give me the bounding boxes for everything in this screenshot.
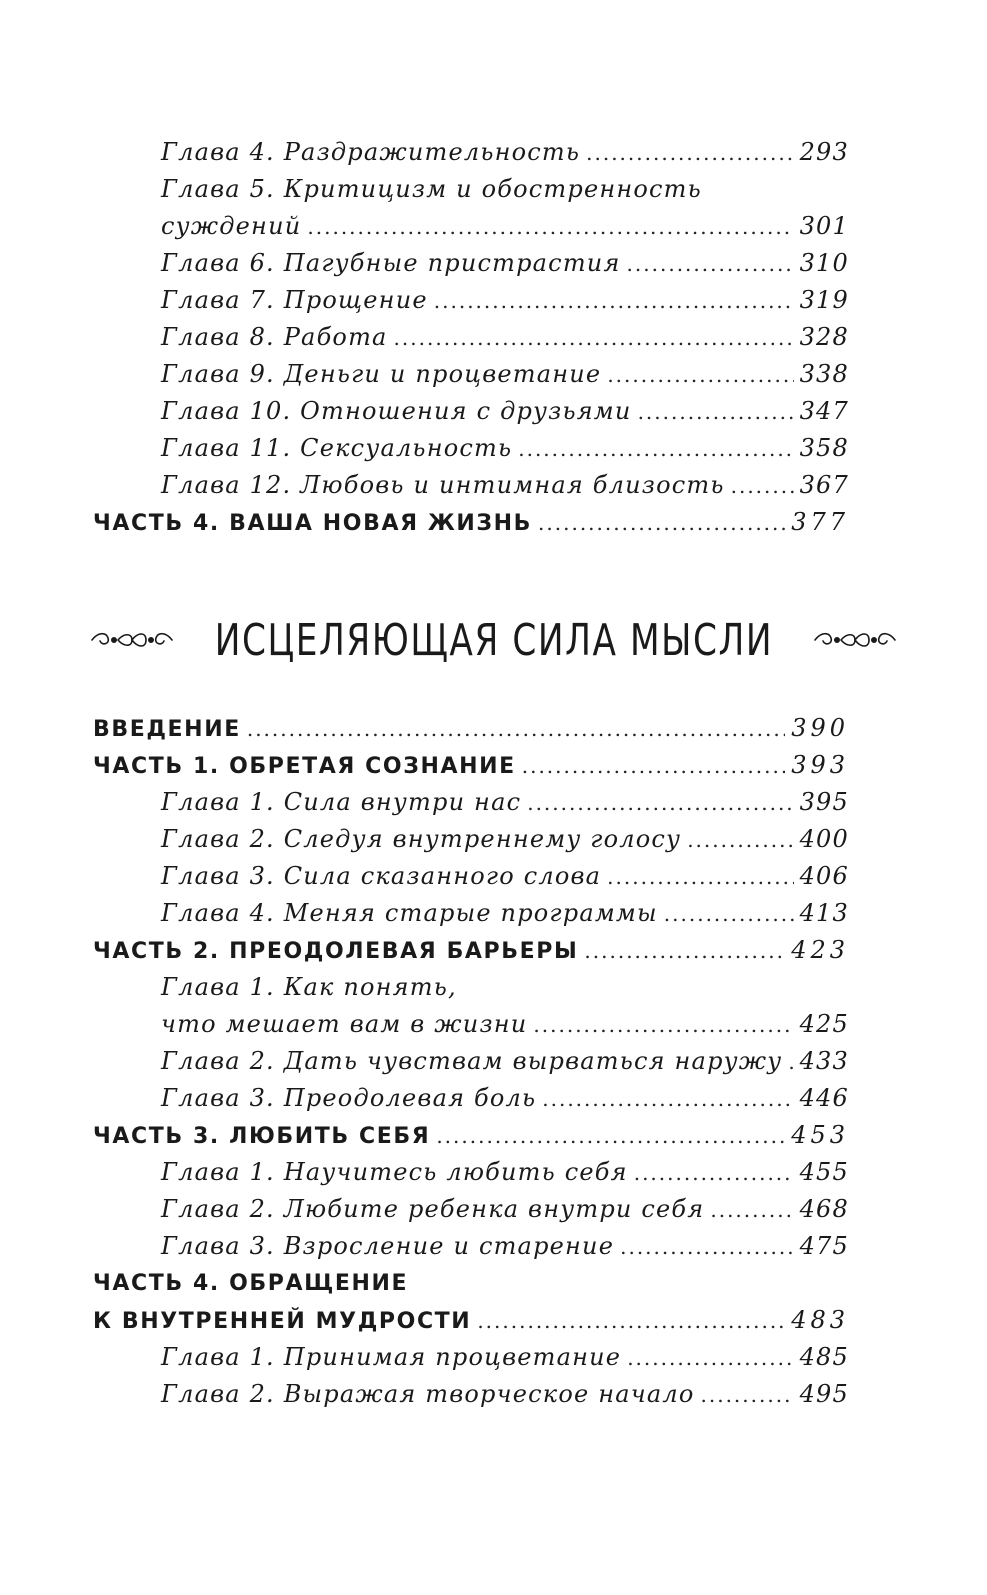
page-number: 485 xyxy=(799,1343,849,1371)
toc-chapter-row xyxy=(93,1006,849,1043)
page-number: 319 xyxy=(799,286,849,314)
dot-leader xyxy=(434,283,794,320)
section-title: ИСЦЕЛЯЮЩАЯ СИЛА МЫСЛИ xyxy=(214,614,773,666)
dot-leader xyxy=(607,859,793,896)
dot-leader xyxy=(394,320,794,357)
part-title: ВВЕДЕНИЕ xyxy=(93,717,241,742)
chapter-title: Глава 2. Дать чувствам вырваться наружу xyxy=(161,1047,783,1075)
page-number: 301 xyxy=(799,212,849,240)
toc-part-row xyxy=(93,747,849,784)
toc-chapter-row xyxy=(93,895,849,932)
section-heading xyxy=(0,600,987,680)
page-number: 453 xyxy=(791,1121,849,1149)
chapter-title: Глава 11. Сексуальность xyxy=(161,434,513,462)
page-number: 393 xyxy=(791,751,849,779)
page-number: 377 xyxy=(791,508,849,536)
part-title: ЧАСТЬ 3. ЛЮБИТЬ СЕБЯ xyxy=(93,1124,431,1149)
toc-bottom xyxy=(93,710,849,1413)
toc-top xyxy=(93,134,849,541)
chapter-title: Глава 1. Принимая процветание xyxy=(161,1343,622,1371)
chapter-title: что мешает вам в жизни xyxy=(161,1010,528,1038)
chapter-title: Глава 9. Деньги и процветание xyxy=(161,360,602,388)
page-number: 446 xyxy=(799,1084,849,1112)
chapter-title: Глава 8. Работа xyxy=(161,323,388,351)
dot-leader xyxy=(542,1081,793,1118)
toc-chapter-row xyxy=(93,1228,849,1265)
chapter-title: Глава 4. Меняя старые программы xyxy=(161,899,658,927)
dot-leader xyxy=(687,822,793,859)
dot-leader xyxy=(477,1303,785,1340)
chapter-title: Глава 7. Прощение xyxy=(161,286,428,314)
chapter-title: Глава 6. Пагубные пристрастия xyxy=(161,249,621,277)
dot-leader xyxy=(586,135,793,172)
toc-part-row xyxy=(93,504,849,541)
toc-chapter-row xyxy=(93,282,849,319)
toc-chapter-row xyxy=(93,208,849,245)
page-number: 423 xyxy=(791,936,849,964)
dot-leader xyxy=(627,1340,793,1377)
toc-chapter-row xyxy=(93,430,849,467)
dot-leader xyxy=(788,1044,793,1081)
chapter-title: Глава 3. Взросление и старение xyxy=(161,1232,615,1260)
toc-chapter-row xyxy=(93,969,849,1006)
toc-chapter-row xyxy=(93,1154,849,1191)
chapter-title: Глава 1. Научитесь любить себя xyxy=(161,1158,628,1186)
page-number: 483 xyxy=(791,1306,849,1334)
dot-leader xyxy=(710,1192,793,1229)
part-title: ЧАСТЬ 4. ВАША НОВАЯ ЖИЗНЬ xyxy=(93,511,533,536)
scroll-flourish-right-icon xyxy=(811,628,899,652)
part-title: ЧАСТЬ 2. ПРЕОДОЛЕВАЯ БАРЬЕРЫ xyxy=(93,939,579,964)
dot-leader xyxy=(533,1007,793,1044)
toc-chapter-row xyxy=(93,171,849,208)
page-number: 468 xyxy=(799,1195,849,1223)
toc-chapter-row xyxy=(93,467,849,504)
dot-leader xyxy=(247,711,785,748)
dot-leader xyxy=(538,505,785,542)
dot-leader xyxy=(527,785,793,822)
toc-chapter-row xyxy=(93,245,849,282)
page-number: 425 xyxy=(799,1010,849,1038)
toc-chapter-row xyxy=(93,319,849,356)
page-number: 310 xyxy=(799,249,849,277)
chapter-title: Глава 10. Отношения с друзьями xyxy=(161,397,632,425)
toc-chapter-row xyxy=(93,393,849,430)
chapter-title: Глава 2. Следуя внутреннему голосу xyxy=(161,825,682,853)
toc-chapter-row xyxy=(93,1080,849,1117)
toc-chapter-row xyxy=(93,784,849,821)
chapter-title: Глава 3. Сила сказанного слова xyxy=(161,862,602,890)
dot-leader xyxy=(584,933,785,970)
chapter-title: суждений xyxy=(161,212,302,240)
chapter-title: Глава 12. Любовь и интимная близость xyxy=(161,471,725,499)
scroll-flourish-left-icon xyxy=(88,628,176,652)
dot-leader xyxy=(634,1155,794,1192)
page-number: 400 xyxy=(799,825,849,853)
chapter-title: Глава 3. Преодолевая боль xyxy=(161,1084,537,1112)
page-number: 293 xyxy=(799,138,849,166)
dot-leader xyxy=(518,431,793,468)
toc-part-row xyxy=(93,932,849,969)
dot-leader xyxy=(638,394,794,431)
toc-part-row xyxy=(93,1265,849,1302)
toc-part-row xyxy=(93,1117,849,1154)
part-title: К ВНУТРЕННЕЙ МУДРОСТИ xyxy=(93,1309,472,1334)
dot-leader xyxy=(436,1118,785,1155)
page-number: 395 xyxy=(799,788,849,816)
dot-leader xyxy=(307,209,793,246)
page-number: 390 xyxy=(791,714,849,742)
page-number: 367 xyxy=(799,471,849,499)
toc-chapter-row xyxy=(93,858,849,895)
page-number: 347 xyxy=(799,397,849,425)
dot-leader xyxy=(664,896,794,933)
dot-leader xyxy=(701,1377,794,1414)
chapter-title: Глава 5. Критицизм и обостренность xyxy=(161,175,702,203)
toc-chapter-row xyxy=(93,1339,849,1376)
chapter-title: Глава 1. Сила внутри нас xyxy=(161,788,522,816)
toc-chapter-row xyxy=(93,134,849,171)
chapter-title: Глава 2. Выражая творческое начало xyxy=(161,1380,695,1408)
part-title: ЧАСТЬ 4. ОБРАЩЕНИЕ xyxy=(93,1271,409,1296)
dot-leader xyxy=(522,748,785,785)
page-number: 358 xyxy=(799,434,849,462)
page-number: 455 xyxy=(799,1158,849,1186)
chapter-title: Глава 2. Любите ребенка внутри себя xyxy=(161,1195,705,1223)
page-number: 406 xyxy=(799,862,849,890)
page-number: 495 xyxy=(799,1380,849,1408)
toc-part-row xyxy=(93,710,849,747)
toc-chapter-row xyxy=(93,1043,849,1080)
toc-chapter-row xyxy=(93,356,849,393)
dot-leader xyxy=(627,246,794,283)
part-title: ЧАСТЬ 1. ОБРЕТАЯ СОЗНАНИЕ xyxy=(93,754,516,779)
toc-chapter-row xyxy=(93,821,849,858)
page-number: 413 xyxy=(799,899,849,927)
dot-leader xyxy=(620,1229,793,1266)
dot-leader xyxy=(607,357,793,394)
toc-part-row xyxy=(93,1302,849,1339)
chapter-title: Глава 1. Как понять, xyxy=(161,973,457,1001)
toc-chapter-row xyxy=(93,1191,849,1228)
dot-leader xyxy=(731,468,794,505)
page-number: 475 xyxy=(799,1232,849,1260)
chapter-title: Глава 4. Раздражительность xyxy=(161,138,581,166)
page-number: 328 xyxy=(799,323,849,351)
page-number: 338 xyxy=(799,360,849,388)
toc-chapter-row xyxy=(93,1376,849,1413)
page-number: 433 xyxy=(799,1047,849,1075)
